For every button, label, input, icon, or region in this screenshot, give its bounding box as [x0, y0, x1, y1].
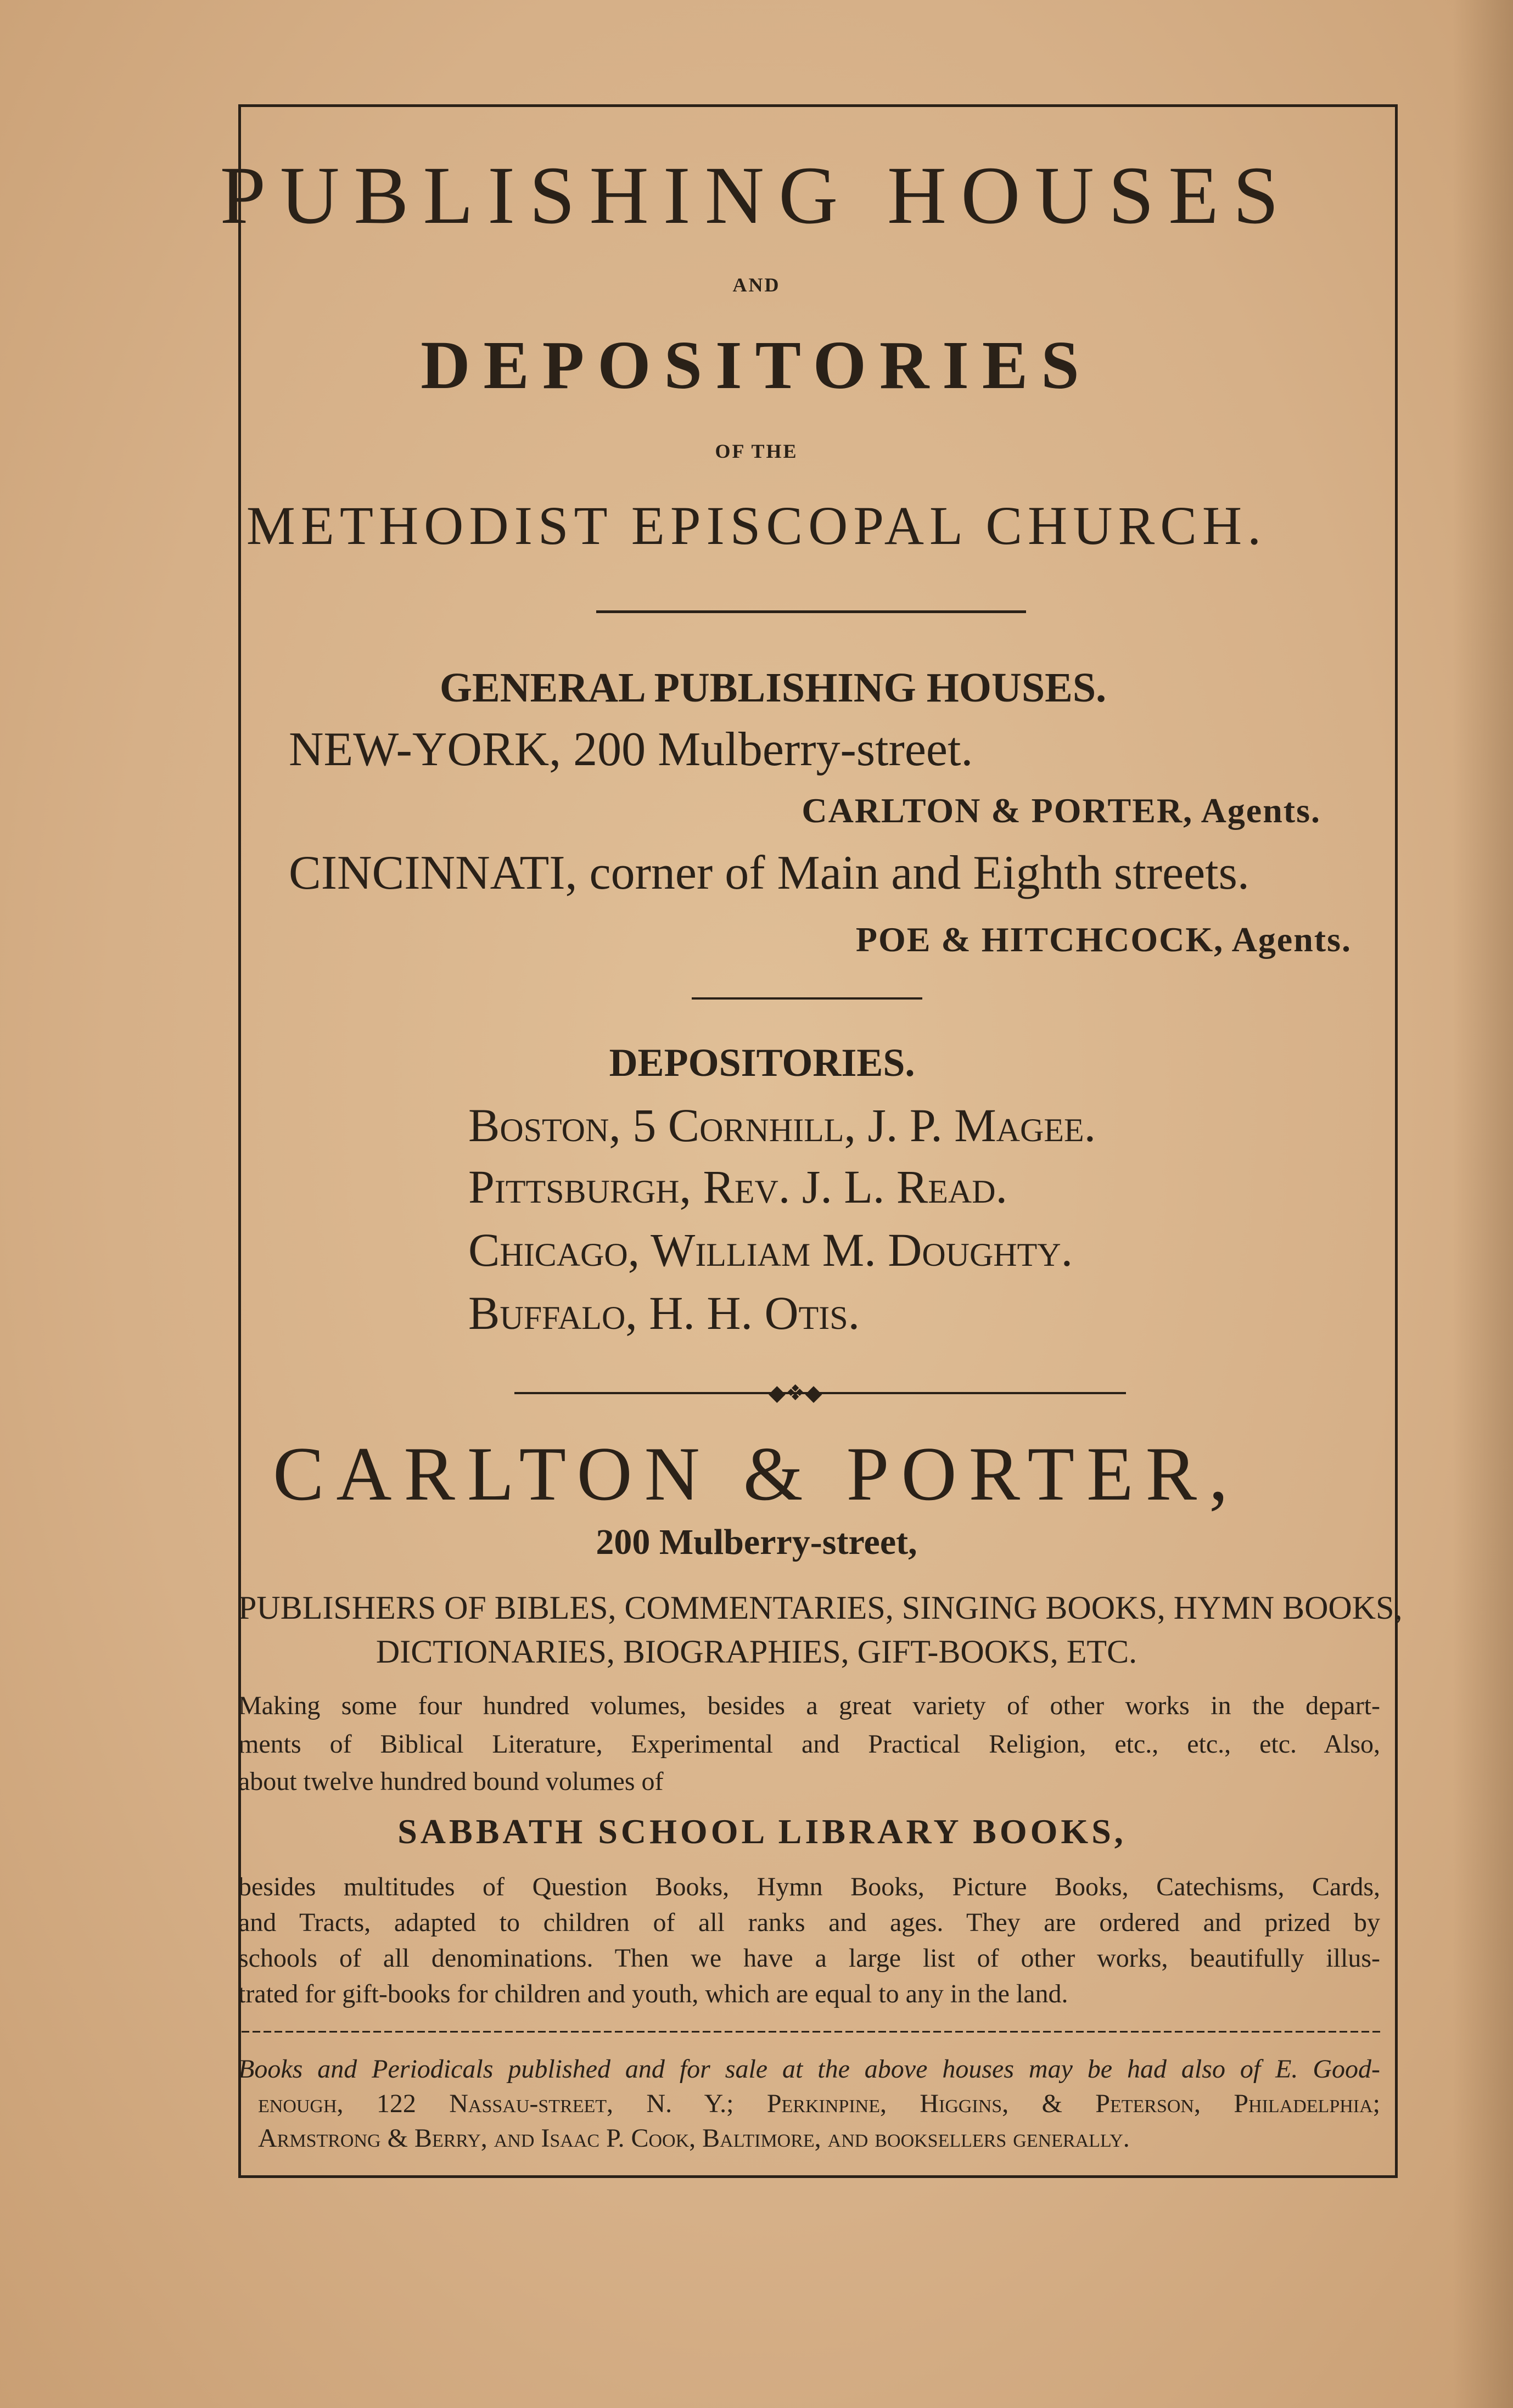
new-york-address: NEW-YORK, 200 Mulberry-street. [289, 723, 973, 776]
publisher-name: CARLTON & PORTER, [273, 1432, 1240, 1517]
and-label: AND [732, 274, 781, 296]
new-york-agents: CARLTON & PORTER, Agents. [802, 791, 1321, 830]
depository-item: Pittsburgh, Rev. J. L. Read. [468, 1160, 1008, 1213]
general-heading: GENERAL PUBLISHING HOUSES. [439, 665, 1107, 711]
paragraph-line: ments of Biblical Literature, Experimental and Practical Religion, etc., etc., etc. Also, [238, 1730, 1380, 1759]
paragraph-line: and Tracts, adapted to children of all ranks and ages. They are ordered and prized by [238, 1908, 1380, 1937]
depositories-heading: DEPOSITORIES. [609, 1041, 915, 1085]
paragraph-line: schools of all denominations. Then we have a large list of other works, beautifully illus- [238, 1944, 1380, 1973]
divider [596, 610, 1026, 613]
publisher-description-1: PUBLISHERS OF BIBLES, COMMENTARIES, SINGING BOOKS, HYMN BOOKS, [238, 1590, 1403, 1626]
footer-line: Books and Periodicals published and for sale at the above houses may be had also of E. Good- [238, 2055, 1380, 2084]
publisher-description-2: DICTIONARIES, BIOGRAPHIES, GIFT-BOOKS, ETC. [376, 1634, 1137, 1670]
paragraph-line: besides multitudes of Question Books, Hymn Books, Picture Books, Catechisms, Cards, [238, 1872, 1380, 1901]
title: PUBLISHING HOUSES [220, 150, 1293, 241]
publisher-address: 200 Mulberry-street, [596, 1522, 917, 1562]
cincinnati-agents: POE & HITCHCOCK, Agents. [855, 920, 1352, 959]
ornament-icon: ◆❖◆ [769, 1380, 822, 1405]
of-the-label: OF THE [715, 440, 798, 462]
divider [692, 997, 922, 1000]
sabbath-heading: SABBATH SCHOOL LIBRARY BOOKS, [397, 1812, 1127, 1851]
cincinnati-address: CINCINNATI, corner of Main and Eighth streets. [289, 846, 1249, 900]
depository-item: Buffalo, H. H. Otis. [468, 1287, 860, 1339]
paragraph-line: Making some four hundred volumes, besides a great variety of other works in the depart- [238, 1691, 1380, 1720]
depository-item: Chicago, William M. Doughty. [468, 1223, 1073, 1276]
paragraph-line: trated for gift-books for children and youth, which are equal to any in the land. [238, 1979, 1068, 2008]
depository-item: Boston, 5 Cornhill, J. P. Magee. [468, 1099, 1096, 1152]
wavy-divider [242, 2031, 1381, 2033]
paragraph-line: about twelve hundred bound volumes of [238, 1767, 664, 1796]
footer-line: enough, 122 Nassau-street, N. Y.; Perkinpine, Higgins, & Peterson, Philadelphia; [258, 2089, 1380, 2118]
church-name: METHODIST EPISCOPAL CHURCH. [246, 495, 1267, 556]
footer-line: Armstrong & Berry, and Isaac P. Cook, Baltimore, and booksellers generally. [258, 2124, 1130, 2153]
subtitle: DEPOSITORIES [421, 328, 1092, 403]
